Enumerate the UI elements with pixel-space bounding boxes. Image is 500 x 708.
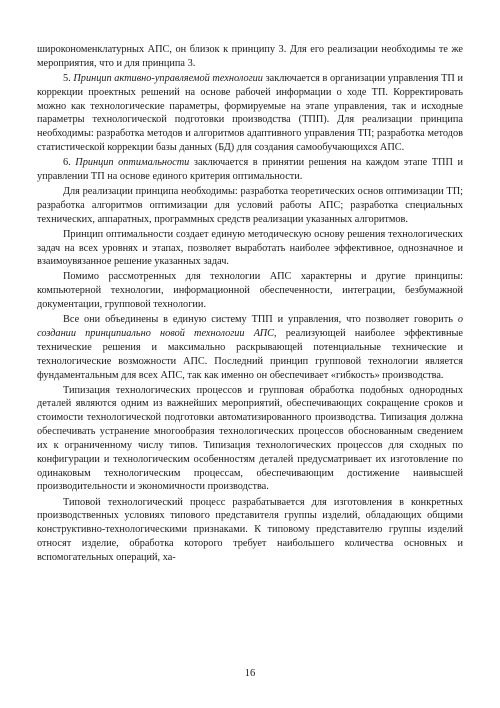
- page-number: 16: [244, 668, 256, 679]
- text-run: широкономенклатурных АПС, он близок к принципу 3. Для его реализации необходимы те же мероприятия, что и для принципа 3.: [37, 44, 463, 69]
- italic-text-run: Принцип оптимальности: [75, 157, 190, 169]
- body-text: [37, 43, 463, 565]
- text-run: заключается в принятии решения на каждом этапе ТПП и управлении ТП на основе единого критерия оптимальности.: [37, 157, 463, 182]
- text-run: Помимо рассмотренных для технологии АПС характерны и другие принципы: компьютерной технологии, информационной обеспеченности, интеграции, безбумажной документации, групповой технологии.: [37, 271, 463, 311]
- paragraph: [37, 496, 463, 565]
- text-run: 6.: [63, 157, 76, 169]
- text-run: Для реализации принципа необходимы: разработка теоретических основ оптимизации ТП; разработка алгоритмов оптимизации для условий работы АПС; разработка специальных технических, аппаратных, программных средств реализации указанных алгоритмов.: [37, 186, 463, 225]
- text-run: 5.: [63, 72, 74, 84]
- paragraph: [37, 185, 463, 227]
- italic-text-run: о создании принципиально новой технологии АПС: [37, 314, 463, 339]
- text-run: Принцип оптимальности создает единую методическую основу решения технологических задач на всех уровнях и этапах, позволяет выработать наиболее эффективное, однозначное и взаимоувязанное решение указанных задач.: [37, 228, 463, 268]
- paragraph: [37, 270, 463, 312]
- text-run: Типовой технологический процесс разрабатывается для изготовления в конкретных производственных условиях типового представителя группы изделий, обладающих общими конструктивно-технологическими признаками. К типовому представителю группы изделий относят изделие, обработка которого требует наибольшего количества основных и вспомогательных операций, ха-: [37, 496, 463, 563]
- italic-text-run: Принцип активно-управляемой технологии: [73, 72, 263, 84]
- text-run: , реализующей наиболее эффективные технические решения и максимально раскрывающей потенциальные технические и технологические возможности АПС. Последний принцип групповой технологии является фундаментальным для всех АПС, так как именно он обеспечивает «гибкость» производства.: [37, 328, 463, 381]
- paragraph: [37, 43, 463, 71]
- paragraph: [37, 156, 463, 184]
- paragraph: [37, 228, 463, 270]
- text-run: Все они объединены в единую систему ТПП и управления, что позволяет говорить: [63, 314, 458, 326]
- text-run: заключается в организации управления ТП и коррекции проектных решений на основе рабочей информации о ходе ТП. Корректировать можно как технологические параметры, формируемые на этапе управления, так и исходные параметры технологической подготовки производства (ТПП). Для реализации принципа необходимы: разработка методов и алгоритмов адаптивного управления ТП; разработка методов статистической коррекции базы данных (БД) для создания самообучающихся АПС.: [37, 72, 463, 154]
- paragraph: [37, 72, 463, 155]
- paragraph: [37, 313, 463, 382]
- text-run: Типизация технологических процессов и групповая обработка подобных однородных деталей являются одним из важнейших мероприятий, обеспечивающих сокращение сроков и стоимости технологической подготовки автоматизированного производства. Типизация должна обеспечивать устранение многообразия технологических процессов обоснованным сведением их к ограниченному числу типов. Типизация технологических процессов для сходных по конфигурации и технологическим особенностям деталей предусматривает их изготовление по одинаковым технологическим процессам, обеспечивающим достижение наивысшей производительности и экономичности производства.: [37, 384, 463, 493]
- paragraph: [37, 384, 463, 495]
